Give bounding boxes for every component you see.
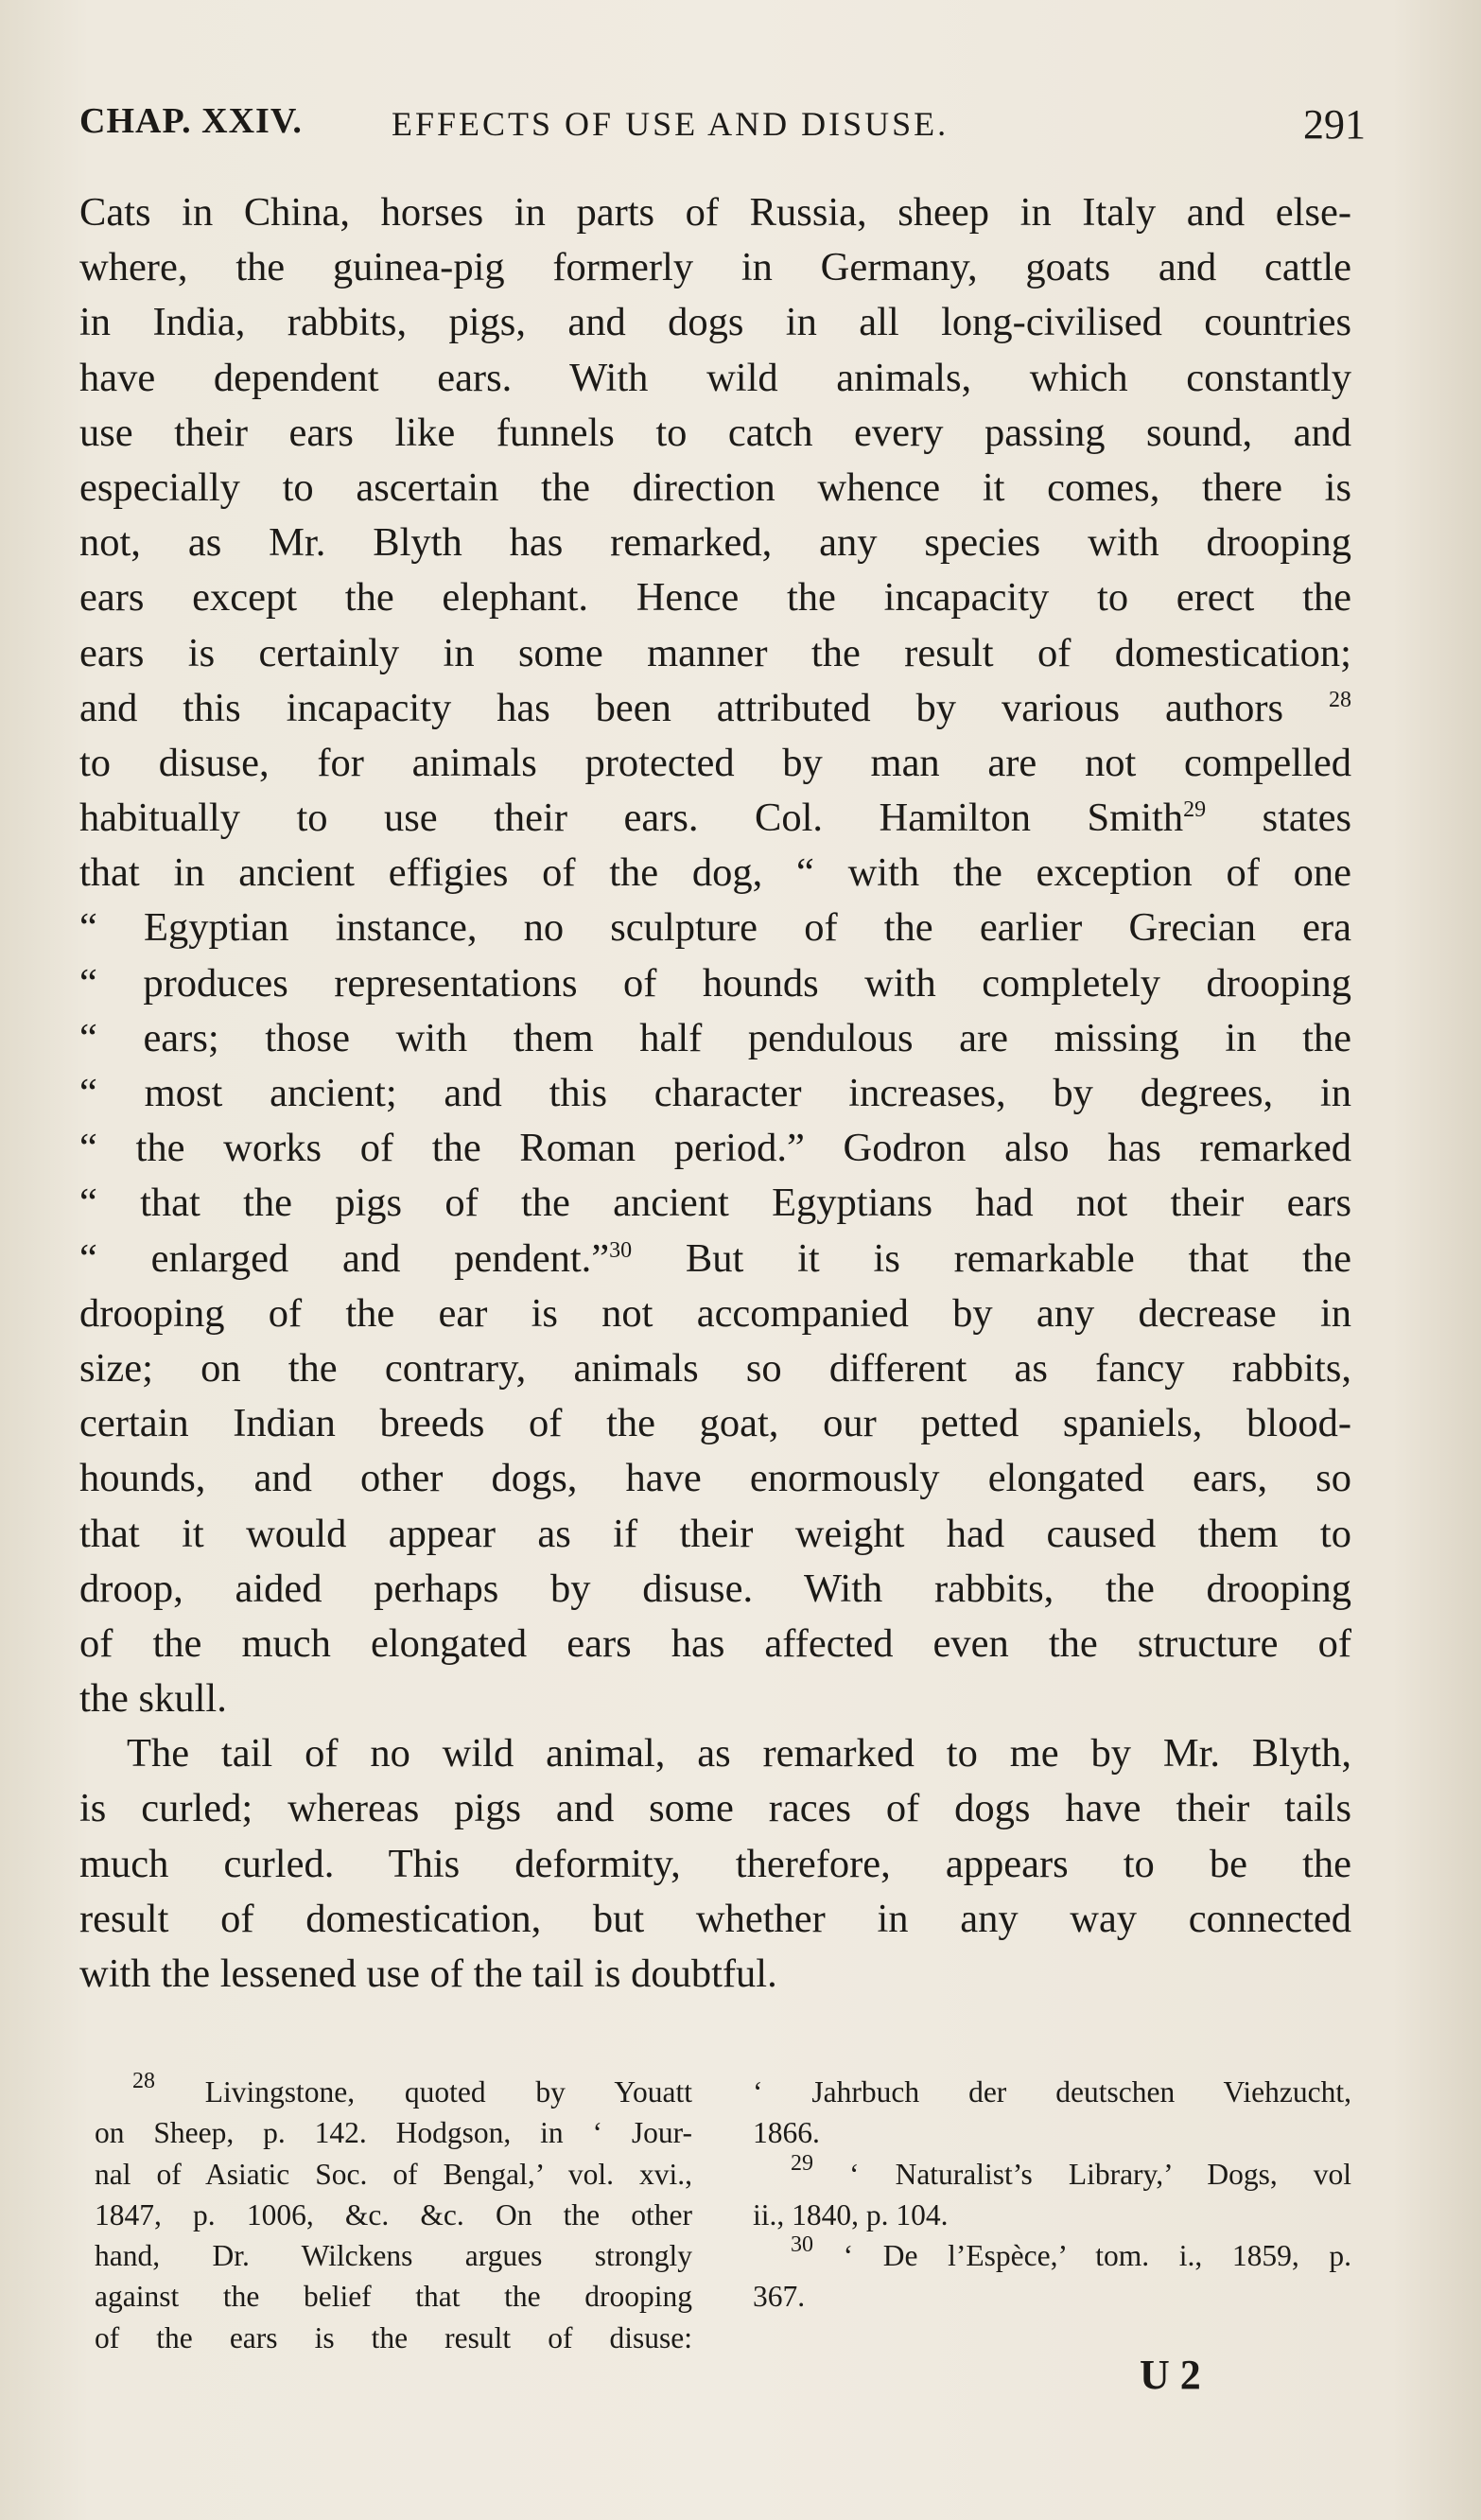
text-line: “ that the pigs of the ancient Egyptians had not their ears [79, 1181, 1351, 1226]
footnote-marker-30: 30 [791, 2235, 813, 2258]
text-line: The tail of no wild animal, as remarked to me by Mr. Blyth, [127, 1731, 1351, 1776]
text-line [79, 791, 1351, 846]
text-segment: Livingstone, quoted by Youatt [204, 2075, 692, 2109]
text-line: Cats in China, horses in parts of Russia, sheep in Italy and else- [79, 190, 1351, 235]
footnote-marker-28: 28 [132, 2072, 155, 2093]
footnote-line: nal of Asiatic Soc. of Bengal,’ vol. xvi., [95, 2157, 692, 2191]
text-line: ears except the elephant. Hence the incapacity to erect the [79, 575, 1351, 621]
body-text [79, 185, 1351, 2002]
text-segment: But it is remarkable that the [632, 1235, 1351, 1281]
footnote-line: hand, Dr. Wilckens argues strongly [95, 2239, 692, 2273]
footnote-marker-29: 29 [791, 2153, 813, 2176]
footnote-line: 1866. [753, 2116, 820, 2150]
footnote-29-line [753, 2154, 1351, 2195]
paragraph-2 [79, 1726, 1351, 2002]
text-line: the skull. [79, 1676, 227, 1722]
text-line [79, 681, 1351, 736]
text-line: is curled; whereas pigs and some races of dogs have their tails [79, 1786, 1351, 1831]
text-line: with the lessened use of the tail is doubtful. [79, 1951, 777, 1996]
text-segment: and this incapacity has been attributed by various authors [79, 685, 1284, 730]
text-line: use their ears like funnels to catch every passing sound, and [79, 410, 1351, 455]
text-segment: ‘ De l’Espèce,’ tom. i., 1859, p. [843, 2239, 1351, 2273]
text-line: “ ears; those with them half pendulous are missing in the [79, 1015, 1351, 1060]
footnote-ref-29: 29 [1183, 797, 1207, 823]
chapter-label: CHAP. XXIV. [79, 101, 303, 141]
text-line: drooping of the ear is not accompanied by any decrease in [79, 1290, 1351, 1336]
signature-mark: U 2 [1140, 2352, 1201, 2398]
text-line: hounds, and other dogs, have enormously elongated ears, so [79, 1456, 1351, 1501]
page-number: 291 [1303, 101, 1366, 148]
text-line: not, as Mr. Blyth has remarked, any species with drooping [79, 520, 1351, 566]
footnote-ref-30: 30 [609, 1237, 633, 1263]
footnote-line: on Sheep, p. 142. Hodgson, in ‘ Jour- [95, 2116, 692, 2150]
text-line: “ produces representations of hounds with completely drooping [79, 960, 1351, 1006]
footnote-line: 1847, p. 1006, &c. &c. On the other [95, 2197, 692, 2231]
footnote-line: of the ears is the result of disuse: [95, 2320, 692, 2354]
chapter-title: EFFECTS OF USE AND DISUSE. [392, 105, 950, 143]
footnote-ref-28: 28 [1329, 687, 1351, 712]
text-segment: habitually to use their ears. Col. Hamilton Smith [79, 796, 1184, 841]
text-line: to disuse, for animals protected by man are not compelled [79, 740, 1351, 785]
footnotes [79, 2072, 1351, 2355]
footnote-line: against the belief that the drooping [95, 2280, 692, 2314]
text-line: size; on the contrary, animals so different as fancy rabbits, [79, 1345, 1351, 1391]
running-head [79, 91, 1366, 157]
text-segment: ‘ Naturalist’s Library,’ Dogs, vol [849, 2157, 1351, 2191]
text-line: that in ancient effigies of the dog, “ with the exception of one [79, 850, 1351, 896]
footnote-29-line: ii., 1840, p. 104. [753, 2197, 949, 2231]
text-line: “ Egyptian instance, no sculpture of the earlier Grecian era [79, 905, 1351, 951]
text-line [79, 1232, 1351, 1286]
text-line: droop, aided perhaps by disuse. With rabbits, the drooping [79, 1566, 1351, 1611]
footnote-28 [95, 2072, 692, 2358]
text-line: ears is certainly in some manner the result of domestication; [79, 630, 1351, 675]
text-segment: states [1206, 796, 1351, 841]
footnote-right-column [753, 2072, 1351, 2318]
text-line: of the much elongated ears has affected even the structure of [79, 1620, 1351, 1666]
footnote-30-line [753, 2235, 1351, 2276]
text-line: result of domestication, but whether in any way connected [79, 1896, 1351, 1941]
text-line: have dependent ears. With wild animals, which constantly [79, 355, 1351, 400]
footnote-line: ‘ Jahrbuch der deutschen Viehzucht, [753, 2075, 1351, 2109]
text-line: “ most ancient; and this character increases, by degrees, in [79, 1071, 1351, 1115]
text-line: “ the works of the Roman period.” Godron also has remarked [79, 1126, 1351, 1171]
text-segment: “ enlarged and pendent.” [79, 1235, 610, 1281]
text-line: certain Indian breeds of the goat, our petted spaniels, blood- [79, 1401, 1351, 1446]
footnote-line [95, 2072, 692, 2112]
footnote-30-line: 367. [753, 2280, 806, 2314]
text-line: that it would appear as if their weight had caused them to [79, 1511, 1351, 1556]
text-line: especially to ascertain the direction whence it comes, there is [79, 464, 1351, 510]
paragraph-1 [79, 185, 1351, 1726]
text-line: in India, rabbits, pigs, and dogs in all long-civilised countries [79, 300, 1351, 345]
text-line: where, the guinea-pig formerly in Germany, goats and cattle [79, 245, 1351, 290]
text-line: much curled. This deformity, therefore, appears to be the [79, 1841, 1351, 1886]
